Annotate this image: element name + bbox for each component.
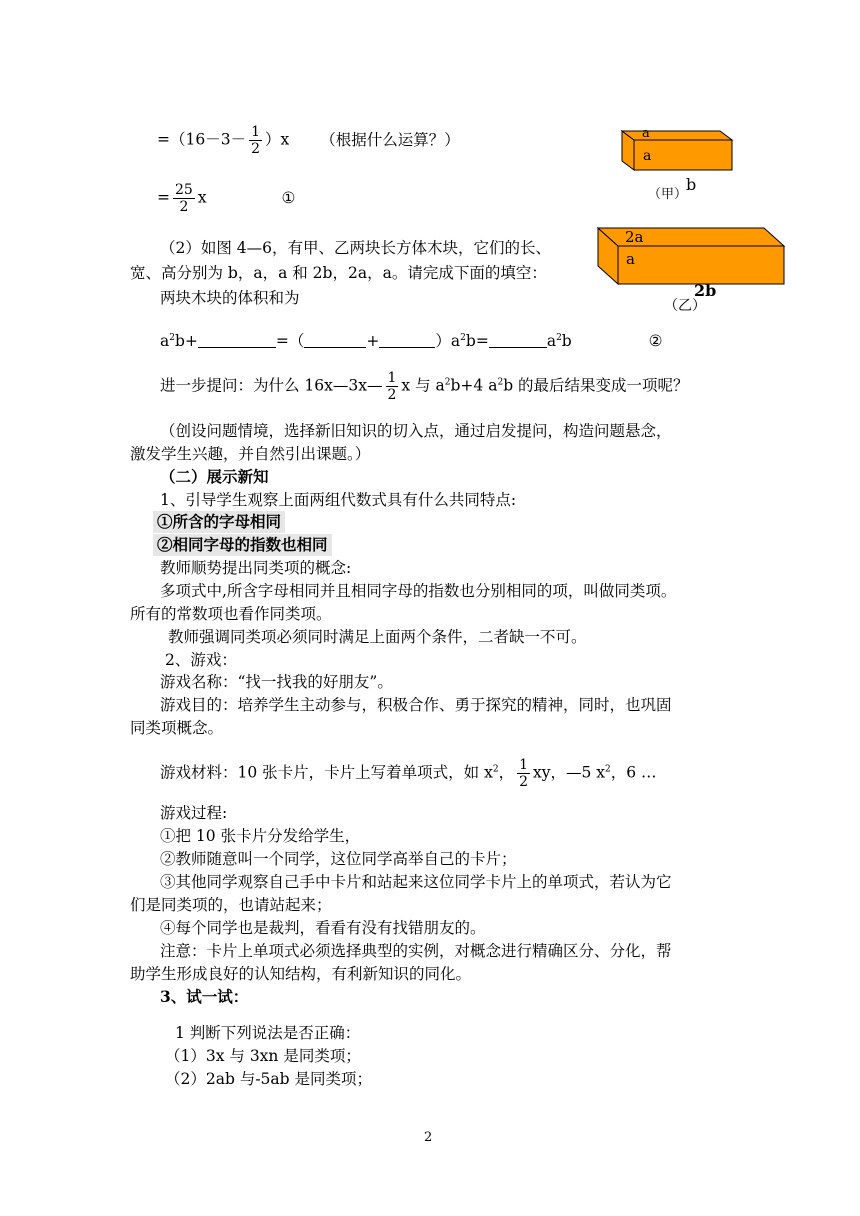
box-jia-figure [618,126,734,176]
step-3-cont: 们是同类项的，也请站起来； [130,896,332,914]
blank-2[interactable] [304,333,366,348]
question-line: 进一步提问：为什么 16x—3x— $\frac{1}{2}$ x 与 $a^2b+4$ $a^2b$ 的最后结果变成一项呢？ [160,370,689,403]
box-yi-top-label: 2a [625,228,644,246]
definition-line1: 多项式中,所含字母相同并且相同字母的指数也分别相同的项，叫做同类项。 [160,582,677,600]
judge-item-1: （1）3x 与 3xn 是同类项； [165,1047,361,1065]
equation-line-2: = $\frac{25}{2}$ x ① [157,182,296,215]
box-jia-top-label: a [642,126,650,141]
game-material: 游戏材料：10 张卡片，卡片上写着单项式，如 $x^2$， $\frac{1}{2}$ xy，—5 $x^2$，6 … [160,757,657,790]
box-jia-front-label: a [643,148,652,164]
judge-item-2: （2）2ab 与-5ab 是同类项； [165,1070,373,1088]
box-yi-caption: （乙） [664,298,706,314]
note-line2: 激发学生兴趣，并自然引出课题。） [130,445,371,463]
item-2: 2、游戏： [165,651,237,669]
para2-line1: （2）如图 4—6，有甲、乙两块长方体木块，它们的长、 [160,239,552,257]
fraction: $\frac{1}{2}$ [519,757,528,790]
page-number: 2 [424,1130,433,1145]
para2-line2: 宽、高分别为 b，a，a 和 2b，2a，a。请完成下面的填空： [130,264,547,282]
feature-2: ②相同字母的指数也相同 [153,534,332,556]
teacher-line2: 教师强调同类项必须同时满足上面两个条件，二者缺一不可。 [168,628,587,646]
item-1: 1、引导学生观察上面两组代数式具有什么共同特点: [160,491,517,509]
game-name: 游戏名称：“找一找我的好朋友”。 [160,673,393,691]
game-process: 游戏过程: [160,804,228,822]
fraction: $\frac{1}{2}$ [387,370,397,403]
game-goal-line2: 同类项概念。 [130,719,224,737]
box-jia-caption: （甲） [648,187,688,202]
box-jia-side-label: b [686,175,697,194]
note-line1: （创设问题情境，选择新旧知识的切入点，通过启发提问，构造问题悬念， [160,422,672,440]
step-1: ①把 10 张卡片分发给学生， [160,827,361,845]
caution-line1: 注意：卡片上单项式必须选择典型的实例，对概念进行精确区分、分化，帮 [160,942,672,960]
definition-line2: 所有的常数项也看作同类项。 [130,605,332,623]
fill-blank-equation: $a^2b+$ =（ + ）$a^2b= a^2b$ ② [160,332,663,350]
step-4: ④每个同学也是裁判，看看有没有找错朋友的。 [160,919,486,937]
blank-4[interactable] [489,333,547,348]
step-2: ②教师随意叫一个同学，这位同学高举自己的卡片； [160,850,517,868]
para2-line3: 两块木块的体积和为 [160,289,300,307]
step-3: ③其他同学观察自己手中卡片和站起来这位同学卡片上的单项式，若认为它 [160,873,672,891]
box-yi-side-label: 2b [694,281,717,300]
item-3: 3、试一试： [160,987,249,1006]
judge-heading: 1 判断下列说法是否正确： [175,1024,361,1042]
fraction: $\frac{25}{2}$ [175,182,193,215]
section-heading: （二）展示新知 [160,467,269,486]
game-goal-line1: 游戏目的：培养学生主动参与，积极合作、勇于探究的精神，同时，也巩固 [160,696,672,714]
feature-1: ①所含的字母相同 [153,511,285,533]
blank-3[interactable] [379,333,435,348]
box-yi-front-label: a [626,250,635,268]
fraction: $\frac{1}{2}$ [251,124,260,157]
caution-line2: 助学生形成良好的认知结构，有利新知识的同化。 [130,965,472,983]
equation-line-1: =（16－3－ $\frac{1}{2}$ ）x （根据什么运算？） [157,124,460,157]
teacher-line1: 教师顺势提出同类项的概念: [160,559,352,577]
blank-1[interactable] [198,333,276,348]
